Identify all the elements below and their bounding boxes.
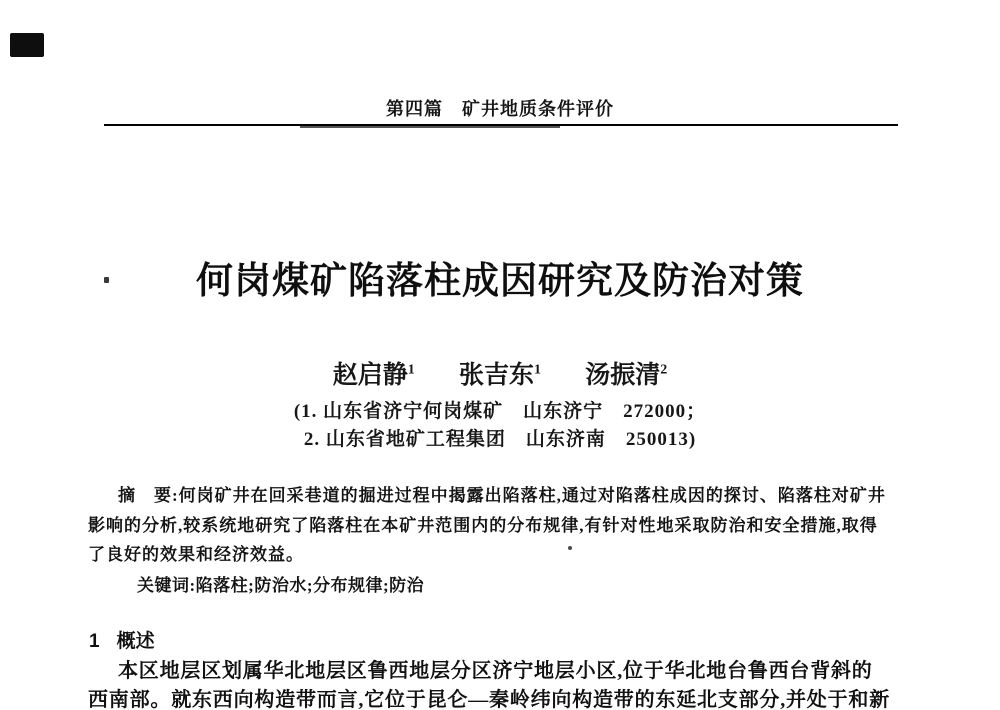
author-line: [0, 355, 1000, 391]
abstract-line: 了良好的效果和经济效益。: [88, 545, 304, 564]
paper-title: 何岗煤矿陷落柱成因研究及防治对策: [196, 260, 804, 301]
author: [459, 355, 541, 391]
affiliation-line: (1. 山东省济宁何岗煤矿 山东济宁 272000；: [293, 401, 707, 422]
body-paragraph-line: 本区地层区划属华北地层区鲁西地层分区济宁地层小区,位于华北地台鲁西台背斜的: [118, 660, 873, 682]
abstract-block: [88, 481, 920, 570]
author: [333, 355, 415, 391]
section-number: 1: [89, 631, 100, 652]
author-name: 张吉东: [458, 362, 534, 389]
section-title: 概述: [116, 631, 155, 652]
author-affil-sup: 2: [660, 362, 668, 378]
abstract-line: 摘 要:何岗矿井在回采巷道的掘进过程中揭露出陷落柱,通过对陷落柱成因的探讨、陷落柱对矿井: [118, 486, 886, 505]
author-affil-sup: 1: [407, 362, 415, 378]
author: [585, 355, 667, 391]
section-heading: [89, 626, 155, 653]
author-name: 汤振清: [585, 362, 661, 389]
scan-artifact-block: [10, 33, 44, 57]
affiliation-line: 2. 山东省地矿工程集团 山东济南 250013): [303, 429, 697, 450]
running-header: 第四篇 矿井地质条件评价: [386, 99, 614, 119]
author-affil-sup: 1: [534, 362, 541, 378]
header-rule-smudge: [300, 126, 560, 128]
author-name: 赵启静: [332, 362, 408, 389]
body-paragraph-line: 西南部。就东西向构造带而言,它位于昆仑—秦岭纬向构造带的东延北支部分,并处于和新: [88, 689, 890, 710]
scan-speck: [568, 546, 572, 550]
abstract-line: 影响的分析,较系统地研究了陷落柱在本矿井范围内的分布规律,有针对性地采取防治和安全措施,取得: [88, 515, 878, 535]
keywords-line: 关键词:陷落柱;防治水;分布规律;防治: [137, 576, 425, 595]
